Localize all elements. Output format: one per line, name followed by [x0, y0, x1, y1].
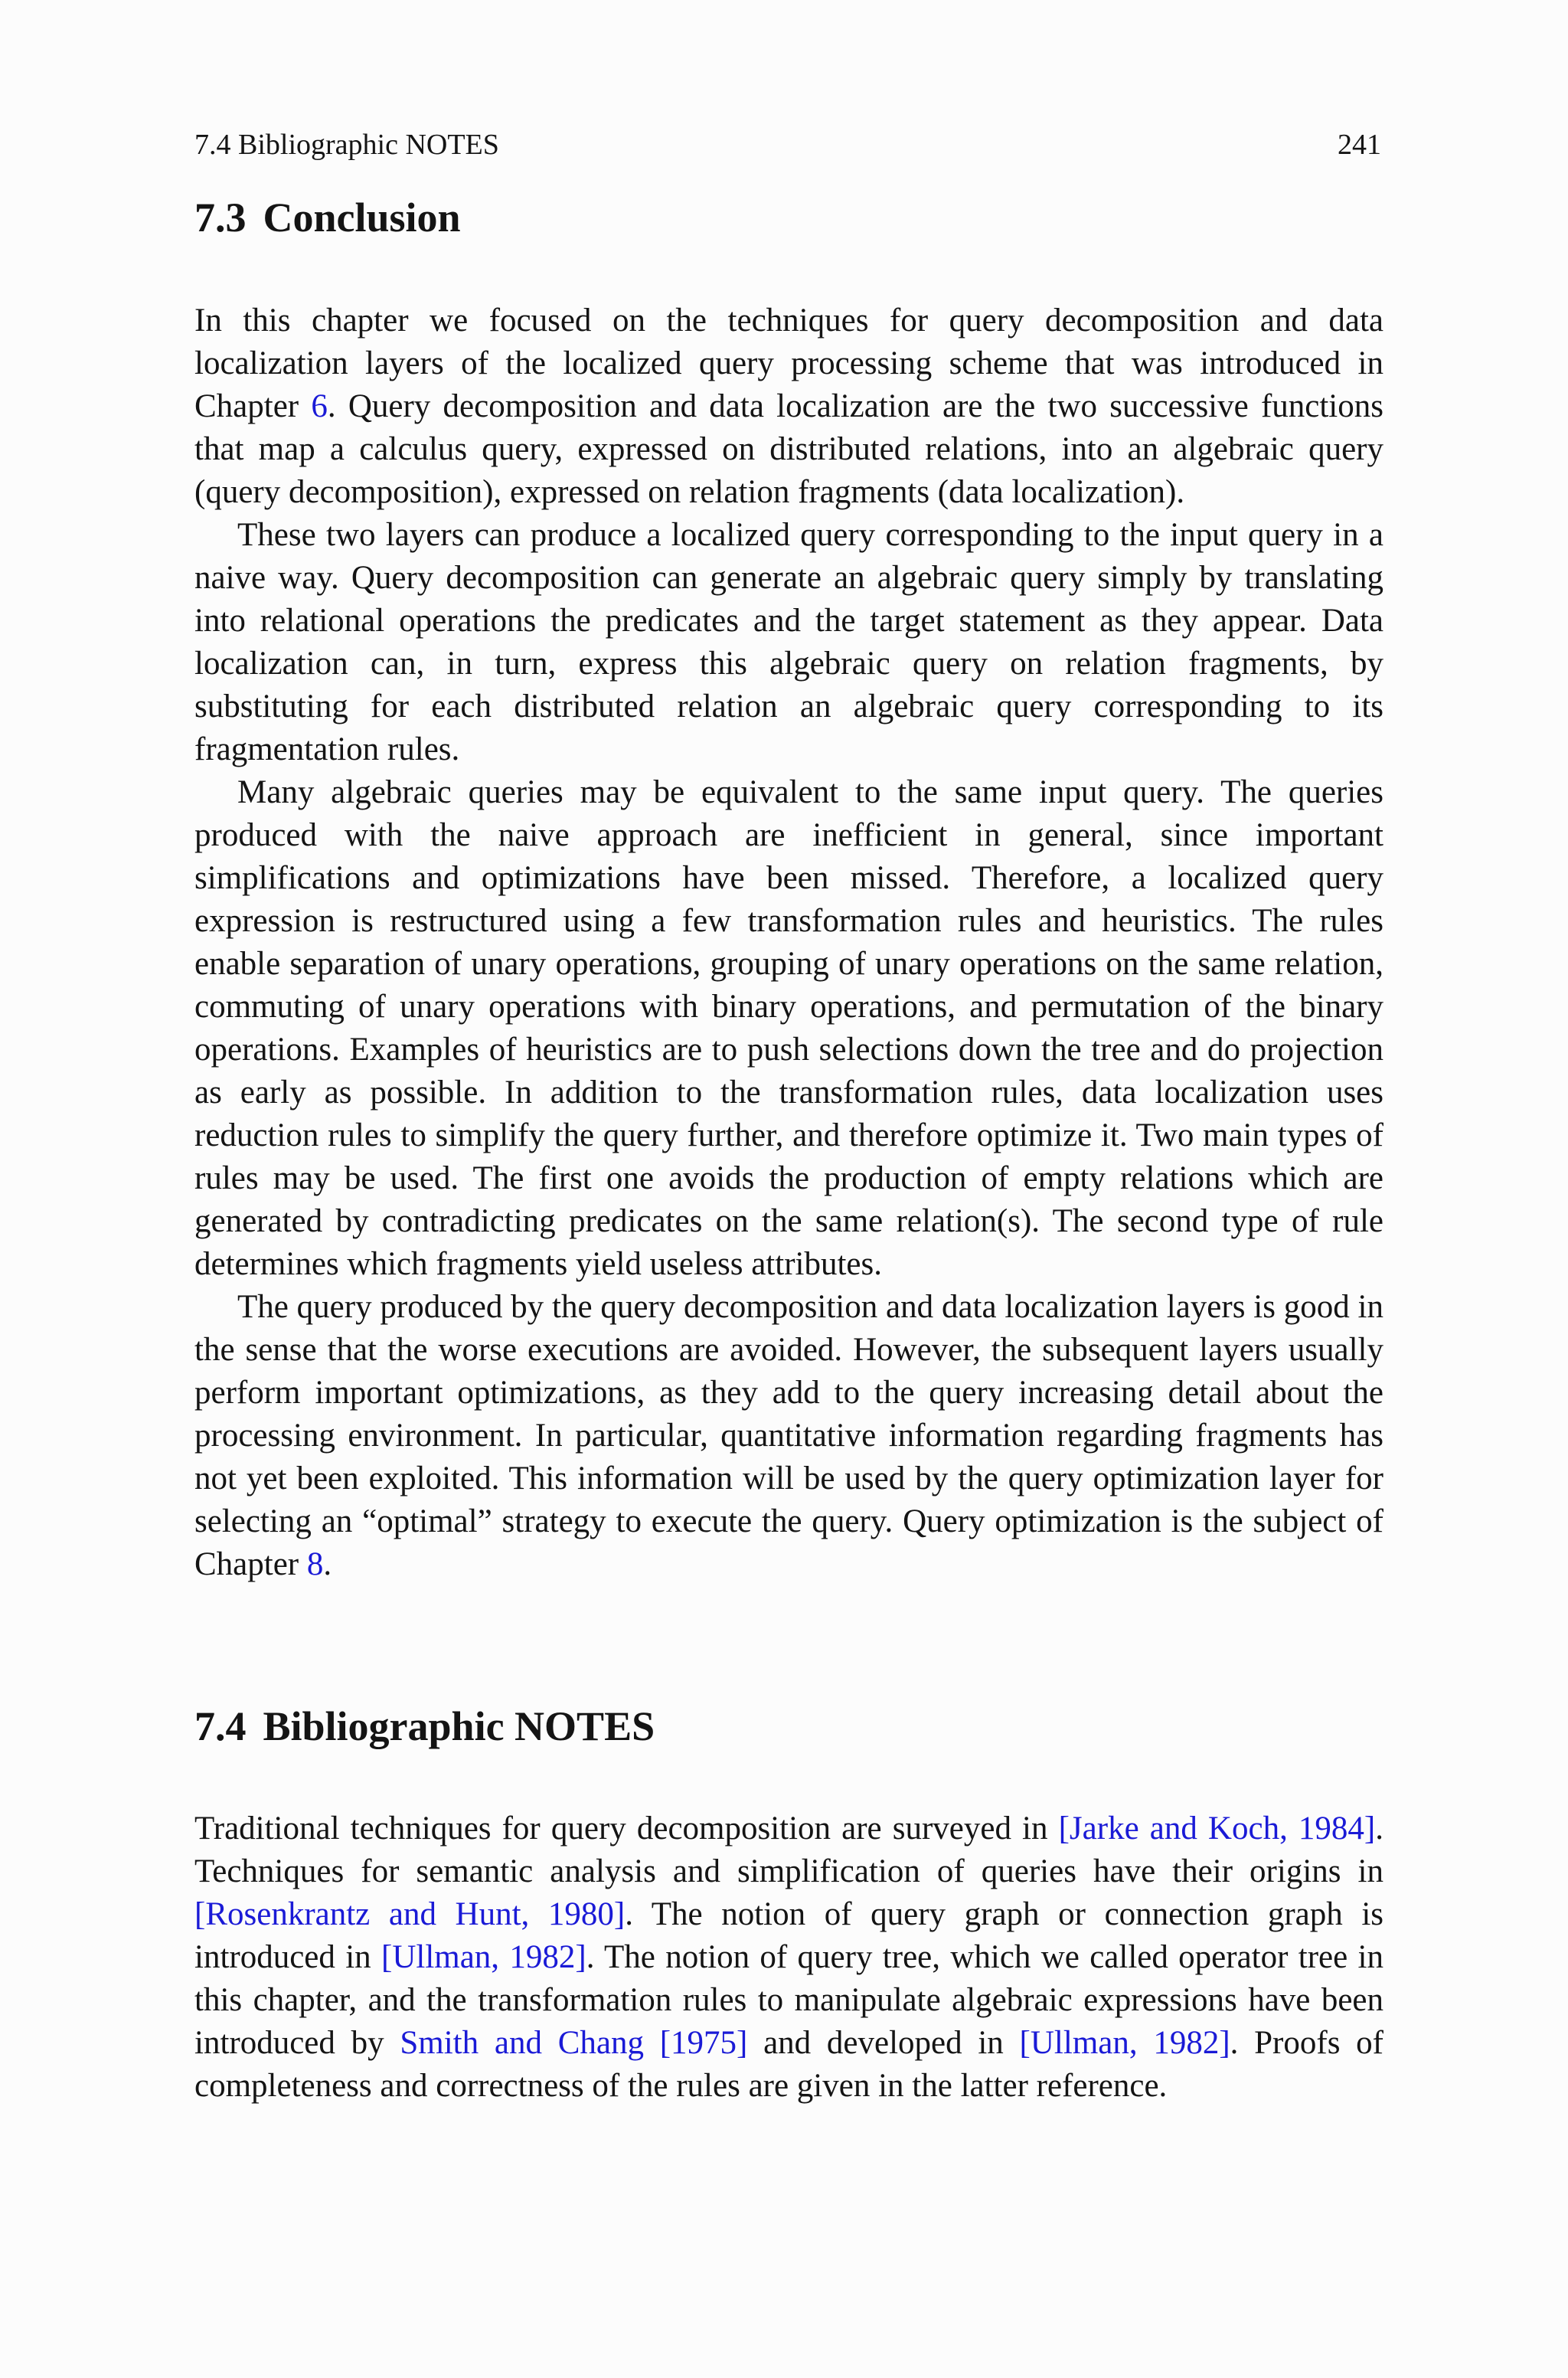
chapter-8-link[interactable]: 8	[306, 1546, 324, 1582]
citation-smith-chang-1975[interactable]: Smith and Chang [1975]	[400, 2025, 748, 2061]
conclusion-paragraph-2: These two layers can produce a localized query corresponding to the input query in a naive way. Query decomposition can generate an algebraic query simply by translating into relational operations the predicates and the target statement as they appear. Data localization can, in turn, express this algebraic query on relation fragments, by substituting for each distributed relation an algebraic query corresponding to its fragmentation rules.	[194, 517, 1383, 767]
conclusion-paragraph-1: In this chapter we focused on the techniques for query decomposition and data localization layers of the localized query processing scheme that was introduced in Chapter 6. Query decomposition and data localization are the two successive functions that map a calculus query, expressed on distributed relations, into an algebraic query (query decomposition), expressed on relation fragments (data localization).	[194, 303, 1383, 510]
page-number: 241	[1338, 129, 1381, 161]
conclusion-paragraph-3: Many algebraic queries may be equivalent to the same input query. The queries produced with the naive approach are inefficient in general, since important simplifications and optimizations have been missed. Therefore, a localized query expression is restructured using a few transformation rules and heuristics. The rules enable separation of unary operations, grouping of unary operations on the same relation, commuting of unary operations with binary operations, and permutation of the binary operations. Examples of heuristics are to push selections down the tree and do projection as early as possible. In addition to the transformation rules, data localization uses reduction rules to simplify the query further, and therefore optimize it. Two main types of rules may be used. The first one avoids the production of empty relations which are generated by contradicting predicates on the same relation(s). The second type of rule determines which fragments yield useless attributes.	[194, 774, 1383, 1282]
running-head-title: 7.4 Bibliographic NOTES	[194, 129, 499, 161]
conclusion-body	[194, 299, 1383, 1586]
section-heading-conclusion	[194, 193, 461, 242]
section-title: Bibliographic NOTES	[263, 1703, 655, 1749]
section-number: 7.4	[194, 1703, 247, 1749]
section-heading-bibliographic-notes	[194, 1702, 655, 1751]
bibliographic-paragraph: Traditional techniques for query decomposition are surveyed in [Jarke and Koch, 1984]. Techniques for semantic analysis and simplification of queries have their origins in [Rosenkrantz and Hunt, 1980]. The notion of query graph or connection graph is introduced in [Ullman, 1982]. The notion of query tree, which we called operator tree in this chapter, and the transformation rules to manipulate algebraic expressions have been introduced by Smith and Chang [1975] and developed in [Ullman, 1982]. Proofs of completeness and correctness of the rules are given in the latter reference.	[194, 1810, 1383, 2104]
citation-rosenkrantz-hunt-1980[interactable]: [Rosenkrantz and Hunt, 1980]	[194, 1896, 626, 1932]
bibliographic-notes-body	[194, 1807, 1383, 2108]
citation-jarke-koch-1984[interactable]: [Jarke and Koch, 1984]	[1058, 1810, 1376, 1846]
chapter-6-link[interactable]: 6	[311, 388, 328, 424]
conclusion-paragraph-4: The query produced by the query decomposition and data localization layers is good in the sense that the worse executions are avoided. However, the subsequent layers usually perform important optimizations, as they add to the query increasing detail about the processing environment. In particular, quantitative information regarding fragments has not yet been exploited. This information will be used by the query optimization layer for selecting an “optimal” strategy to execute the query. Query optimization is the subject of Chapter 8.	[194, 1289, 1383, 1582]
citation-ullman-1982[interactable]: [Ullman, 1982]	[381, 1939, 586, 1975]
section-number: 7.3	[194, 195, 247, 240]
running-head	[194, 126, 1381, 164]
citation-ullman-1982-second[interactable]: [Ullman, 1982]	[1019, 2025, 1230, 2061]
section-title: Conclusion	[263, 195, 461, 240]
